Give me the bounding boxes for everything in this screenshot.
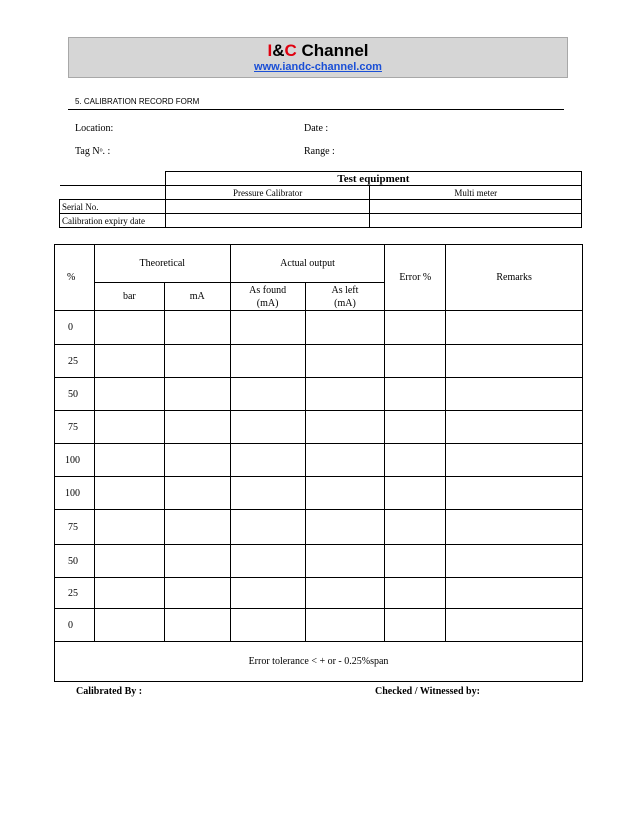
blank-corner-2	[60, 186, 166, 200]
percent-cell: 25	[55, 345, 95, 378]
as-left-unit: (mA)	[334, 297, 356, 309]
bar-cell[interactable]	[94, 411, 164, 444]
calibration-table	[54, 244, 583, 682]
error-cell[interactable]	[385, 345, 446, 378]
percent-cell: 100	[55, 477, 95, 510]
as-left-cell[interactable]	[305, 444, 385, 477]
bar-cell[interactable]	[94, 578, 164, 609]
percent-cell: 75	[55, 510, 95, 545]
checked-witnessed-label: Checked / Witnessed by:	[375, 686, 480, 697]
as-left-header	[305, 283, 385, 311]
error-cell[interactable]	[385, 609, 446, 642]
as-found-cell[interactable]	[230, 609, 305, 642]
bar-cell[interactable]	[94, 510, 164, 545]
percent-cell: 50	[55, 545, 95, 578]
location-label: Location:	[75, 123, 114, 134]
as-left-cell[interactable]	[305, 578, 385, 609]
bar-cell[interactable]	[94, 545, 164, 578]
calibrated-by-label: Calibrated By :	[76, 686, 143, 697]
brand-title	[69, 41, 567, 60]
remarks-cell[interactable]	[446, 345, 583, 378]
blank-corner	[60, 172, 166, 186]
error-cell[interactable]	[385, 444, 446, 477]
as-found-label: As found	[249, 284, 287, 296]
percent-cell: 0	[55, 311, 95, 345]
table-row	[55, 510, 583, 545]
expiry-calibrator-cell[interactable]	[165, 214, 370, 228]
table-row	[55, 578, 583, 609]
ma-cell[interactable]	[164, 510, 230, 545]
percent-cell: 50	[55, 378, 95, 411]
as-found-cell[interactable]	[230, 510, 305, 545]
brand-amp: &	[272, 41, 285, 60]
error-header: Error %	[385, 245, 446, 311]
table-row	[55, 311, 583, 345]
ma-cell[interactable]	[164, 578, 230, 609]
actual-output-header: Actual output	[230, 245, 385, 283]
range-label: Range :	[304, 146, 335, 157]
error-cell[interactable]	[385, 378, 446, 411]
ma-cell[interactable]	[164, 378, 230, 411]
pressure-calibrator-header: Pressure Calibrator	[165, 186, 370, 200]
table-row	[55, 444, 583, 477]
percent-cell: 25	[55, 578, 95, 609]
brand-c: C	[284, 41, 297, 60]
theoretical-header: Theoretical	[94, 245, 230, 283]
ma-cell[interactable]	[164, 444, 230, 477]
table-row	[55, 345, 583, 378]
bar-cell[interactable]	[94, 311, 164, 345]
percent-cell: 0	[55, 609, 95, 642]
brand-rest: Channel	[296, 41, 369, 60]
as-found-cell[interactable]	[230, 345, 305, 378]
error-cell[interactable]	[385, 311, 446, 345]
error-cell[interactable]	[385, 477, 446, 510]
bar-header: bar	[94, 283, 164, 311]
expiry-multimeter-cell[interactable]	[370, 214, 582, 228]
header-banner	[68, 37, 568, 78]
remarks-cell[interactable]	[446, 444, 583, 477]
error-cell[interactable]	[385, 578, 446, 609]
bar-cell[interactable]	[94, 378, 164, 411]
error-cell[interactable]	[385, 545, 446, 578]
remarks-cell[interactable]	[446, 411, 583, 444]
percent-header: %	[55, 245, 95, 311]
equipment-title: Test equipment	[165, 172, 581, 186]
bar-cell[interactable]	[94, 444, 164, 477]
tolerance-note: Error tolerance < + or - 0.25%span	[55, 642, 583, 682]
expiry-date-label: Calibration expiry date	[60, 214, 166, 228]
remarks-cell[interactable]	[446, 477, 583, 510]
serial-multimeter-cell[interactable]	[370, 200, 582, 214]
remarks-cell[interactable]	[446, 609, 583, 642]
as-left-label: As left	[331, 284, 359, 296]
bar-cell[interactable]	[94, 477, 164, 510]
multimeter-header: Multi meter	[370, 186, 582, 200]
remarks-header: Remarks	[446, 245, 583, 311]
table-row	[55, 545, 583, 578]
as-found-cell[interactable]	[230, 378, 305, 411]
remarks-cell[interactable]	[446, 510, 583, 545]
equipment-table	[59, 171, 582, 228]
table-row	[55, 378, 583, 411]
serial-no-label: Serial No.	[60, 200, 166, 214]
ma-cell[interactable]	[164, 545, 230, 578]
bar-cell[interactable]	[94, 609, 164, 642]
as-found-cell[interactable]	[230, 411, 305, 444]
brand-i: I	[267, 41, 273, 60]
as-left-cell[interactable]	[305, 545, 385, 578]
table-row	[55, 609, 583, 642]
section-title: 5. CALIBRATION RECORD FORM	[75, 97, 200, 106]
as-found-cell[interactable]	[230, 444, 305, 477]
as-left-cell[interactable]	[305, 311, 385, 345]
remarks-cell[interactable]	[446, 578, 583, 609]
ma-cell[interactable]	[164, 477, 230, 510]
error-cell[interactable]	[385, 510, 446, 545]
ma-cell[interactable]	[164, 411, 230, 444]
as-left-cell[interactable]	[305, 609, 385, 642]
as-left-cell[interactable]	[305, 510, 385, 545]
as-found-cell[interactable]	[230, 311, 305, 345]
ma-header: mA	[164, 283, 230, 311]
percent-cell: 75	[55, 411, 95, 444]
ma-cell[interactable]	[164, 345, 230, 378]
section-rule	[68, 109, 564, 110]
table-row	[55, 411, 583, 444]
as-left-cell[interactable]	[305, 411, 385, 444]
as-left-cell[interactable]	[305, 378, 385, 411]
remarks-cell[interactable]	[446, 311, 583, 345]
as-left-cell[interactable]	[305, 477, 385, 510]
ma-cell[interactable]	[164, 609, 230, 642]
tag-label: Tag Nᵒ. :	[75, 146, 111, 157]
remarks-cell[interactable]	[446, 545, 583, 578]
site-link[interactable]: www.iandc-channel.com	[254, 61, 382, 73]
serial-calibrator-cell[interactable]	[165, 200, 370, 214]
as-left-cell[interactable]	[305, 345, 385, 378]
date-label: Date :	[304, 123, 329, 134]
percent-cell: 100	[55, 444, 95, 477]
as-found-unit: (mA)	[256, 297, 279, 309]
error-cell[interactable]	[385, 411, 446, 444]
as-found-header	[230, 283, 305, 311]
remarks-cell[interactable]	[446, 378, 583, 411]
as-found-cell[interactable]	[230, 578, 305, 609]
ma-cell[interactable]	[164, 311, 230, 345]
table-row	[55, 477, 583, 510]
as-found-cell[interactable]	[230, 477, 305, 510]
as-found-cell[interactable]	[230, 545, 305, 578]
bar-cell[interactable]	[94, 345, 164, 378]
